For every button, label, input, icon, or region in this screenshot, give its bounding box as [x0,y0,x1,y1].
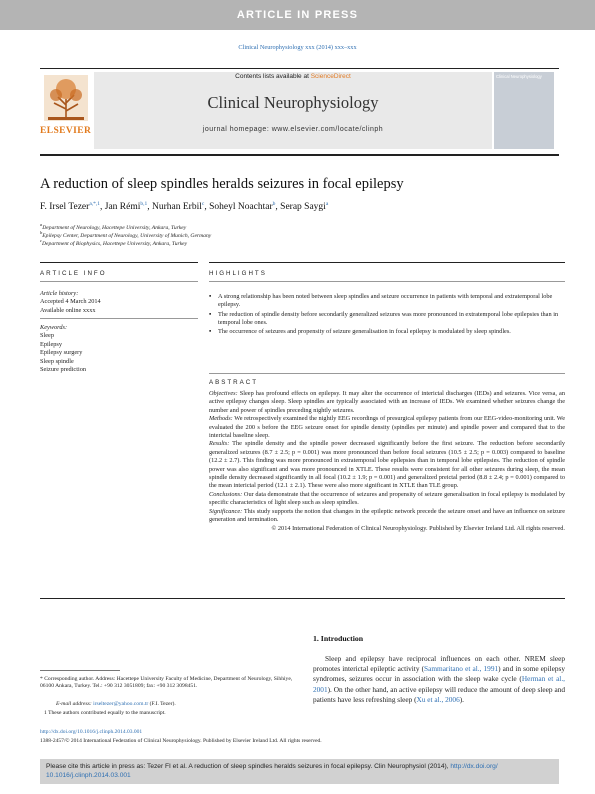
equal-contribution-footnote: 1 These authors contributed equally to the manuscript. [44,710,166,716]
author-list: F. Irsel Tezer$^{a,*,1}$, Jan Rémi$^{b,1}$, Nurhan Erbil$^c$, Soheyl Noachtar$^b$, Serap Saygi$^a$ [40,201,329,213]
abstract-bottom-rule [40,598,565,599]
journal-homepage-link[interactable]: journal homepage: www.elsevier.com/locate/clinph [202,126,384,133]
cite-doi-link[interactable]: http://dx.doi.org/ [450,763,498,770]
abstract-heading: ABSTRACT [209,379,259,386]
significance-text: This study supports the notion that changes in the epileptic network precede the seizure onset and have an influence on seizure generation and termination. [209,507,565,524]
author-name[interactable]: F. Irsel Tezer [40,202,90,213]
intro-text: ) and in some epilepsy syndromes, seizures occur in association with the sleep wake cycle ( [313,664,565,684]
intro-text: ). [459,694,464,704]
keyword: Sleep [40,332,54,340]
article-history [40,290,198,315]
article-info-rule [40,281,198,282]
results-text: The spindle density and the spindle power decreased significantly before the first seizure. The reduction before secondarily generalized seizures (8.7 ± 2.5; p = 0.001) was more pronounced than before focal seizures (10.5 ± 2.5; p = 0.003) compared to baseline (12.2 ± 2.7). This finding was more pronounced in extratemporal lobe epilepsies than in temporal lobe epilepsies. The reduction of spindle power was also significant and was more pronounced in XTLE. These results were consistent for all other seizures during sleep, the mean spindle density decreased significantly in all focal (10.2 ± 1.9; p = 0.001) and generalized preictal period (8.8 ± 2.4; p = 0.001) compared to the mean interictal period (12.1 ± 2.1). These were also more significant in XTLE than TLE group. [209,440,565,490]
sciencedirect-link[interactable]: ScienceDirect [310,73,351,80]
author-affiliation-marks[interactable]: a,*,1 [89,201,101,207]
affiliation-mark: b [40,230,43,235]
issn-copyright: 1388-2457/© 2014 International Federation of Clinical Neurophysiology. Published by Elsevier Ireland Ltd. All rights reserved. [40,738,322,744]
intro-text: ). On the other hand, an active epilepsy will reduce the amount of deep sleep and patients have less refreshing sleep ( [313,684,565,704]
abstract-copyright: © 2014 International Federation of Clinical Neurophysiology. Published by Elsevier Ireland Ltd. All rights reserved. [271,524,565,532]
accepted-date: Accepted 4 March 2014 [40,298,101,306]
highlight-item: ▪ The reduction of spindle density before secondarily generalized seizures was more pronounced in extratemporal lobe epilepsies than in temporal lobe ones. [209,311,565,327]
email-link[interactable]: irseltezer@yahoo.com.tr [93,701,149,707]
keywords-block [40,324,198,374]
affiliation-text: Epilepsy Center, Department of Neurology, University of Munich, Germany [42,232,212,239]
article-info-top-rule [40,262,198,263]
abstract-top-rule [209,373,565,374]
masthead-bottom-rule [40,154,559,156]
author-name[interactable]: Nurhan Erbil [152,202,202,213]
journal-title: Clinical Neurophysiology [207,93,379,112]
abstract-significance [209,508,565,525]
conclusions-text: Our data demonstrate that the occurrence of seizures and propensity of seizure generalisation in focal epilepsy is modulated by specific characteristics of light sleep such as sleep spindles. [209,490,566,507]
citation-link[interactable]: Herman et al., 2001 [313,674,565,694]
abstract-body [209,390,565,533]
author-name[interactable]: Soheyl Noachtar [209,202,273,213]
highlights-rule [209,281,565,282]
email-footnote [40,701,295,708]
cite-text: Please cite this article in press as: Tezer FI et al. A reduction of sleep spindles heralds seizures in focal epilepsy. Clin Neurophysiol (2014), [46,763,449,770]
affiliation-mark: a [40,222,43,227]
highlight-item: ▪ The occurrence of seizures and propensity of seizure generalisation in focal epilepsy is modulated by sleep spindles. [209,328,565,336]
highlight-item: ▪ A strong relationship has been noted between sleep spindles and seizure occurrence in patients with temporal and extratemporal lobe epilepsy. [209,293,565,309]
methods-label: Methods: [209,415,233,423]
abstract-conclusions [209,491,565,508]
email-label: E-mail address: [56,701,92,707]
author-affiliation-marks[interactable]: c [201,201,205,207]
contents-prefix: Contents lists available at [235,73,309,80]
affiliation-text: Department of Biophysics, Hacettepe University, Ankara, Turkey [42,240,188,247]
keywords-label: Keywords: [40,324,68,331]
article-title: A reduction of sleep spindles heralds seizures in focal epilepsy [40,176,404,192]
author-name[interactable]: Serap Saygi [280,202,326,213]
masthead-top-rule [40,68,559,69]
keyword: Sleep spindle [40,357,74,365]
keyword: Epilepsy surgery [40,349,83,357]
abstract-methods [209,415,565,440]
article-info-heading: ARTICLE INFO [40,270,107,277]
highlights-heading: HIGHLIGHTS [209,270,267,277]
affiliation-mark: c [40,238,42,243]
highlights-top-rule [209,262,565,263]
cite-this-article-box [40,759,559,784]
journal-citation-link[interactable]: Clinical Neurophysiology xxx (2014) xxx–xxx [238,44,357,51]
results-label: Results: [209,440,230,448]
citation-link[interactable]: Xu et al., 2006 [416,694,460,704]
conclusions-label: Conclusions: [209,490,243,498]
intro-text: Sleep and epilepsy have reciprocal influences on each other. NREM sleep promotes interictal epileptic activity ( [313,654,565,674]
journal-cover-label: Clinical Neurophysiology [496,74,542,79]
corresponding-author-footnote: * Corresponding author. Address: Hacettepe University Faculty of Medicine, Department of Neurology, Sihhiye, 06100 Ankara, Turkey. Tel.: +90 312 3051809; fax: +90 312 3098451. [40,676,293,690]
abstract-objectives [209,390,565,415]
keyword: Seizure prediction [40,366,86,374]
affiliation-text: Department of Neurology, Hacettepe University, Ankara, Turkey [42,224,187,231]
highlights-list [209,293,565,338]
objectives-label: Objectives: [209,390,238,397]
significance-label: Significance: [209,507,243,515]
abstract-results [209,440,565,490]
introduction-paragraph [313,654,565,705]
cite-doi-link-continued[interactable]: 10.1016/j.clinph.2014.03.001 [46,772,131,779]
publisher-wordmark: ELSEVIER [40,126,92,136]
email-suffix: (F.I. Tezer). [149,701,176,707]
journal-cover-thumbnail [494,72,554,149]
article-in-press-banner: ARTICLE IN PRESS [0,0,595,30]
keyword: Epilepsy [40,340,63,348]
author-affiliation-marks[interactable]: b [272,201,276,207]
doi-link[interactable]: http://dx.doi.org/10.1016/j.clinph.2014.03.001 [40,729,143,735]
online-date: Available online xxxx [40,306,96,314]
article-history-label: Article history: [40,290,79,297]
author-affiliation-marks[interactable]: b,1 [140,201,148,207]
methods-text: We retrospectively examined the nightly EEG recordings of presurgical epilepsy patients from our EEG-video-monitoring unit. We evaluated the 200 s before the EEG seizure onset for spindle density (spindles per minute) and spindle power and compared that to the interictal baseline sleep. [209,415,565,440]
footnote-rule [40,670,120,671]
affiliation [40,238,560,247]
author-affiliation-marks[interactable]: a [325,201,329,207]
author-name[interactable]: Jan Rémi [104,202,141,213]
objectives-text: Sleep has profound effects on epilepsy. It may alter the occurrence of interictal discharges (IEDs) and seizures. Vice versa, an active epilepsy changes sleep. Sleep spindles are typically associated with an increase of IEDs. We examined whether seizures change the number and power of spindles preceding nightly seizures. [209,390,565,414]
history-keywords-divider [40,318,198,319]
contents-available-line [94,73,492,80]
introduction-heading: 1. Introduction [313,634,364,643]
citation-link[interactable]: Sammaritano et al., 1991 [424,664,499,674]
